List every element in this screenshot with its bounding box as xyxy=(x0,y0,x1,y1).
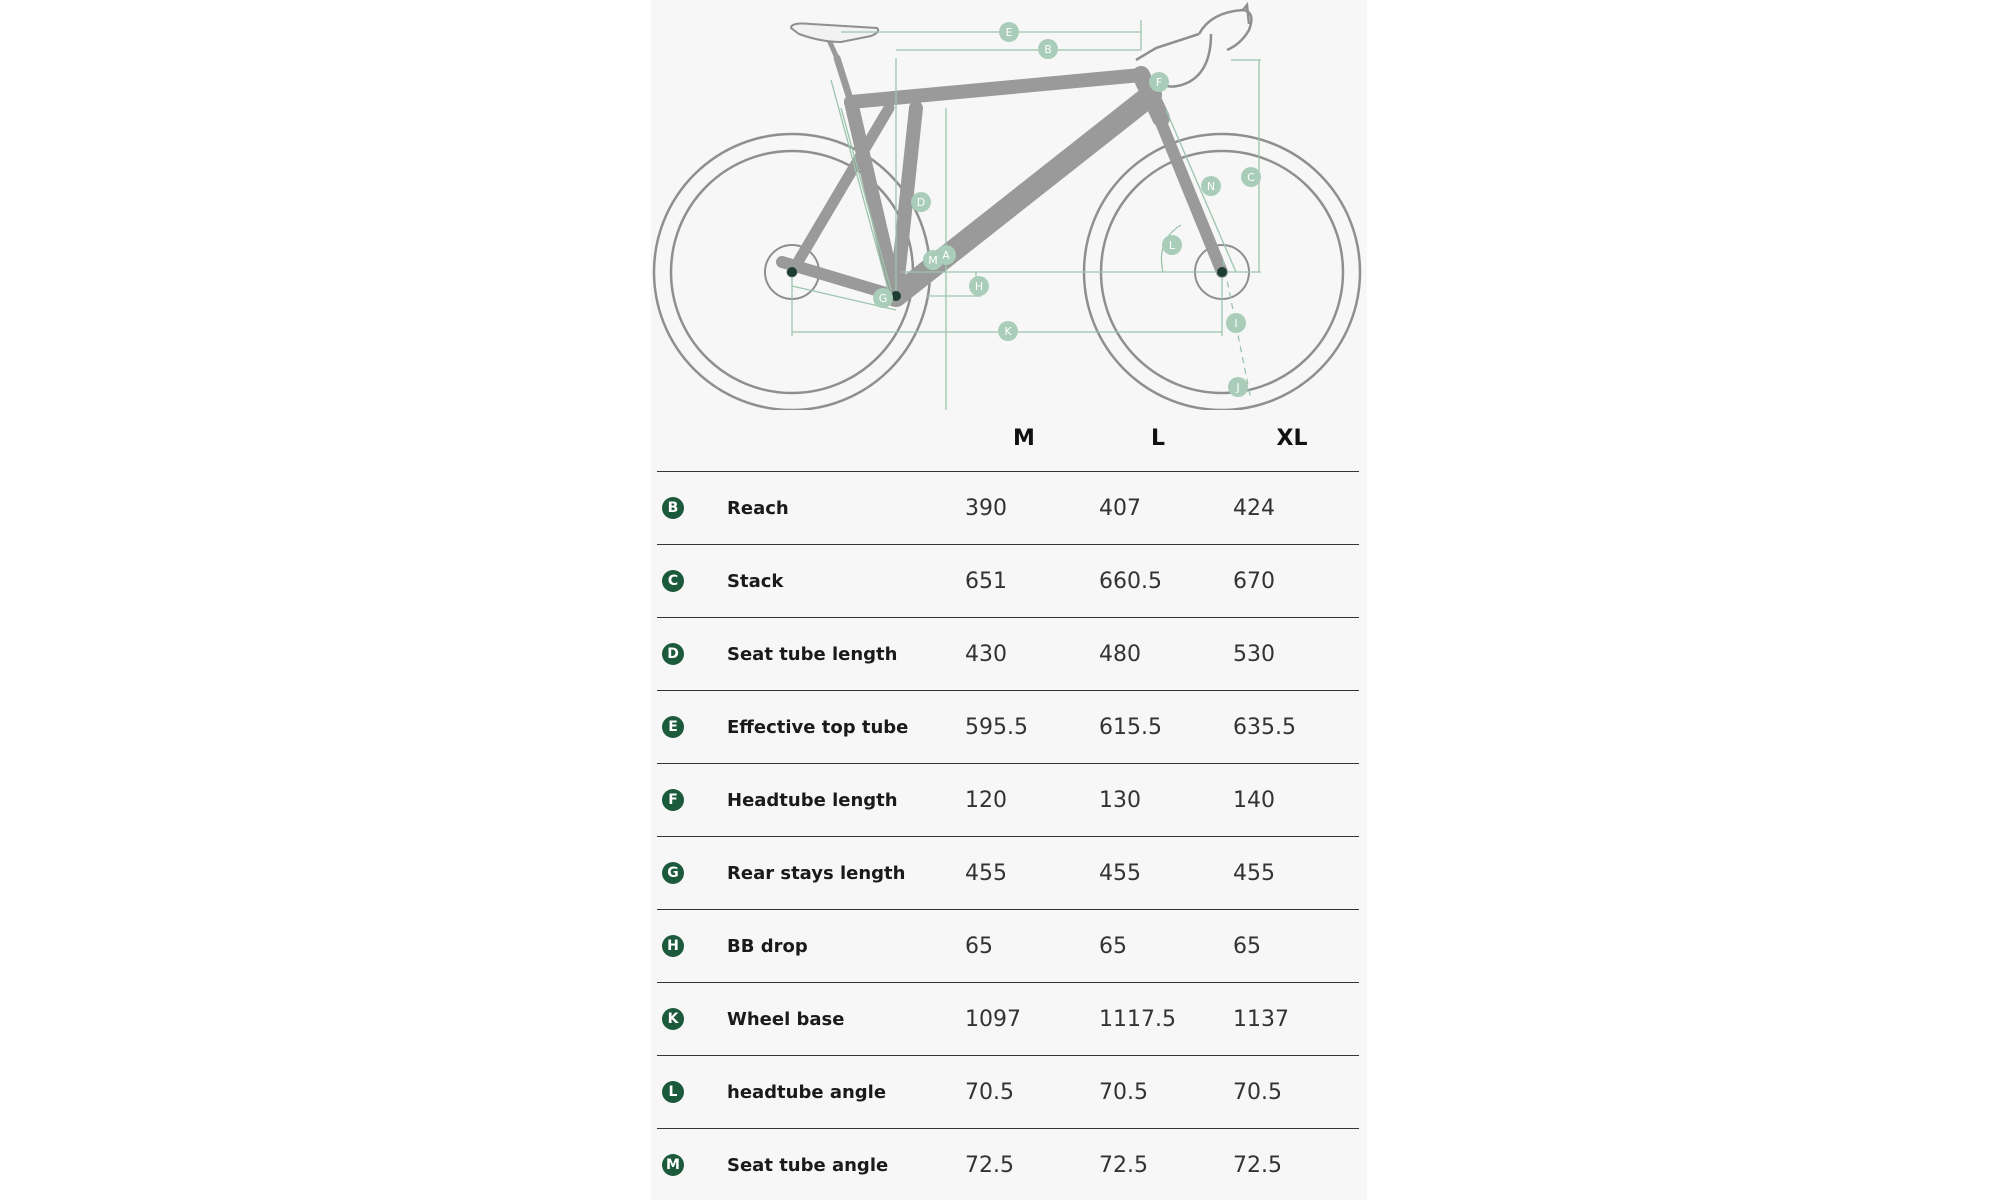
marker-n xyxy=(1201,176,1221,196)
value-m: 65 xyxy=(957,910,1091,983)
value-m: 430 xyxy=(957,618,1091,691)
row-letter-badge: K xyxy=(662,1008,684,1030)
row-label: Stack xyxy=(727,545,957,618)
row-letter-badge: L xyxy=(662,1081,684,1103)
row-letter-badge: H xyxy=(662,935,684,957)
rear-axle-point xyxy=(787,267,797,277)
value-xl: 455 xyxy=(1225,837,1359,910)
marker-e xyxy=(999,22,1019,42)
value-m: 72.5 xyxy=(957,1129,1091,1201)
value-m: 390 xyxy=(957,472,1091,545)
svg-text:C: C xyxy=(1247,171,1255,184)
row-label: Wheel base xyxy=(727,983,957,1056)
row-label: BB drop xyxy=(727,910,957,983)
row-letter-badge: C xyxy=(662,570,684,592)
value-xl: 1137 xyxy=(1225,983,1359,1056)
marker-l xyxy=(1162,235,1182,255)
value-m: 455 xyxy=(957,837,1091,910)
table-row xyxy=(657,472,1359,545)
value-xl: 635.5 xyxy=(1225,691,1359,764)
svg-text:L: L xyxy=(1169,239,1176,252)
svg-text:G: G xyxy=(879,292,888,305)
value-l: 130 xyxy=(1091,764,1225,837)
marker-k xyxy=(998,321,1018,341)
marker-m xyxy=(923,250,943,270)
svg-text:H: H xyxy=(975,280,983,293)
value-l: 70.5 xyxy=(1091,1056,1225,1129)
size-header-m: M xyxy=(957,405,1091,472)
size-header-xl: XL xyxy=(1225,405,1359,472)
svg-text:K: K xyxy=(1004,325,1012,338)
row-letter-badge: G xyxy=(662,862,684,884)
bike-geometry-diagram xyxy=(651,0,1367,410)
row-label: Seat tube length xyxy=(727,618,957,691)
row-label: Headtube length xyxy=(727,764,957,837)
svg-text:B: B xyxy=(1044,43,1052,56)
marker-g xyxy=(873,288,893,308)
marker-b xyxy=(1038,39,1058,59)
row-label: headtube angle xyxy=(727,1056,957,1129)
row-letter-badge: M xyxy=(662,1154,684,1176)
table-row xyxy=(657,691,1359,764)
marker-d xyxy=(911,192,931,212)
value-l: 455 xyxy=(1091,837,1225,910)
svg-text:D: D xyxy=(917,196,925,209)
table-row xyxy=(657,1129,1359,1201)
table-row xyxy=(657,545,1359,618)
svg-text:J: J xyxy=(1235,381,1239,394)
value-l: 660.5 xyxy=(1091,545,1225,618)
row-letter-badge: E xyxy=(662,716,684,738)
svg-text:F: F xyxy=(1156,76,1162,89)
table-row xyxy=(657,837,1359,910)
value-xl: 65 xyxy=(1225,910,1359,983)
value-xl: 530 xyxy=(1225,618,1359,691)
row-letter-badge: B xyxy=(662,497,684,519)
value-l: 407 xyxy=(1091,472,1225,545)
table-row xyxy=(657,618,1359,691)
value-m: 70.5 xyxy=(957,1056,1091,1129)
table-row xyxy=(657,1056,1359,1129)
row-label: Rear stays length xyxy=(727,837,957,910)
marker-i xyxy=(1226,313,1246,333)
value-xl: 70.5 xyxy=(1225,1056,1359,1129)
value-xl: 140 xyxy=(1225,764,1359,837)
row-label: Reach xyxy=(727,472,957,545)
marker-j xyxy=(1228,377,1248,397)
row-letter-badge: D xyxy=(662,643,684,665)
geometry-table-wrapper xyxy=(657,405,1359,1201)
geometry-table xyxy=(657,405,1359,1201)
value-xl: 424 xyxy=(1225,472,1359,545)
svg-text:M: M xyxy=(928,254,938,267)
svg-text:A: A xyxy=(942,249,950,262)
value-m: 1097 xyxy=(957,983,1091,1056)
row-label: Effective top tube xyxy=(727,691,957,764)
svg-text:E: E xyxy=(1006,26,1013,39)
table-row xyxy=(657,910,1359,983)
row-letter-badge: F xyxy=(662,789,684,811)
size-header-l: L xyxy=(1091,405,1225,472)
table-row xyxy=(657,764,1359,837)
value-xl: 670 xyxy=(1225,545,1359,618)
table-header-row xyxy=(657,405,1359,472)
value-l: 1117.5 xyxy=(1091,983,1225,1056)
value-l: 72.5 xyxy=(1091,1129,1225,1201)
value-l: 65 xyxy=(1091,910,1225,983)
svg-text:I: I xyxy=(1234,317,1237,330)
marker-h xyxy=(969,276,989,296)
measurement-lines xyxy=(792,20,1261,410)
value-l: 615.5 xyxy=(1091,691,1225,764)
svg-text:N: N xyxy=(1207,180,1215,193)
front-axle-point xyxy=(1217,267,1227,277)
value-l: 480 xyxy=(1091,618,1225,691)
value-m: 595.5 xyxy=(957,691,1091,764)
marker-f xyxy=(1149,72,1169,92)
value-xl: 72.5 xyxy=(1225,1129,1359,1201)
value-m: 651 xyxy=(957,545,1091,618)
marker-c xyxy=(1241,167,1261,187)
saddle xyxy=(791,24,878,43)
geometry-panel xyxy=(651,0,1367,1200)
table-row xyxy=(657,983,1359,1056)
row-label: Seat tube angle xyxy=(727,1129,957,1201)
value-m: 120 xyxy=(957,764,1091,837)
